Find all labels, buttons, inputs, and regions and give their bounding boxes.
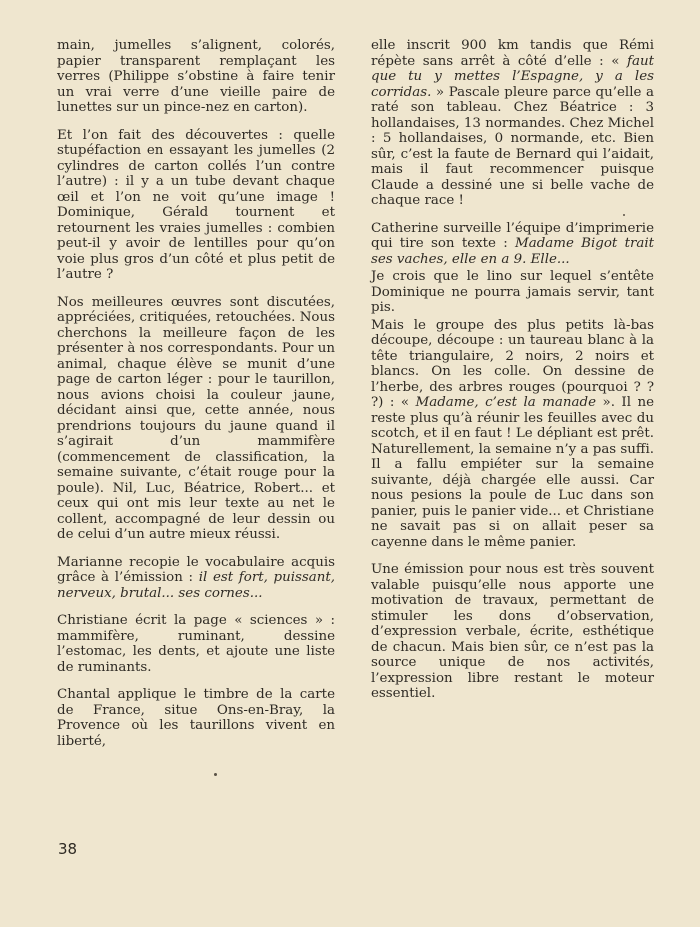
paragraph-text: elle inscrit 900 km tandis que Rémi répète sans arrêt à côté d’elle : «: [371, 38, 654, 69]
left-column: [57, 38, 335, 749]
paragraph-text: » Pascale pleure parce qu’elle a raté son tableau. Chez Béatrice : 3 hollandaises, 13 normandes. Chez Michel : 5 hollandaises, 0 normande, etc. Bien sûr, c’est la faute de Bernard qui l’aidait, mais il faut recommencer puisque Claude a dessiné une si belle vache de chaque race !: [371, 84, 654, 208]
paragraph: Chantal applique le timbre de la carte de France, situe Ons-en-Bray, la Provence où les taurillons vivent en liberté,: [57, 687, 335, 749]
italic-quote: il est fort, puissant, nerveux, brutal... ses cornes...: [57, 570, 335, 601]
paragraph: Et l’on fait des découvertes : quelle stupéfaction en essayant les jumelles (2 cylindres de carton collés l’un contre l’autre) : il y a un tube devant chaque œil et l’on ne voit qu’une image ! Dominique, Gérald tournent et retournent les vraies jumelles : combien peut-il y avoir de lentilles pour qu’on voie plus gros d’un côté et plus petit de l’autre ?: [57, 127, 335, 282]
paragraph: [57, 555, 335, 602]
right-column: [371, 38, 654, 702]
paragraph-text: Mais le groupe des plus petits là-bas découpe, découpe : un taureau blanc à la tête triangulaire, 2 noirs, 2 noirs et blancs. On les colle. On dessine de l’herbe, des arbres rouges (pourquoi ? ? ?) : «: [371, 317, 654, 410]
italic-quote: Madame, c’est la manade: [415, 395, 597, 410]
paragraph: [371, 38, 654, 209]
paragraph-text: Marianne recopie le vocabulaire acquis grâce à l’émission :: [57, 554, 335, 585]
paragraph-text: Catherine surveille l’équipe d’imprimerie qui tire son texte :: [371, 220, 654, 251]
print-speck: [214, 773, 217, 776]
print-speck: [623, 214, 625, 216]
paragraph: Une émission pour nous est très souvent valable puisqu’elle nous apporte une motivation de travaux, permettant de stimuler les dons d’observation, d’expression verbale, écrite, esthétique de chacun. Mais bien sûr, ce n’est pas la source unique de nos activités, l’expression libre restant le moteur essentiel.: [371, 562, 654, 701]
paragraph: Je crois que le lino sur lequel s’entête Dominique ne pourra jamais servir, tant pis.: [371, 269, 654, 315]
italic-quote: faut que tu y mettes l’Espagne, y a les corridas.: [371, 53, 654, 100]
paragraph: main, jumelles s’alignent, colorés, papier transparent remplaçant les verres (Philippe s’obstine à faire tenir un vrai verre d’une vieille paire de lunettes sur un pince-nez en carton).: [57, 38, 335, 115]
paragraph: Nos meilleures œuvres sont discutées, appréciées, critiquées, retouchées. Nous cherchons la meilleure façon de les présenter à nos correspondants. Pour un animal, chaque élève se munit d’une page de carton léger : pour le taurillon, nous avions choisi la couleur jaune, décidant ainsi que, cette année, nous prendrions toujours du jaune quand il s’agirait d’un mammifère (commencement de classification, la semaine suivante, c’était rouge pour la poule). Nil, Luc, Béatrice, Robert... et ceux qui ont mis leur texte au net le collent, accompagné de leur dessin ou de celui d’un autre mieux réussi.: [57, 294, 335, 542]
paragraph-text: ». Il ne reste plus qu’à réunir les feuilles avec du scotch, et il en faut ! Le dépliant est prêt. Naturellement, la semaine n’y a pas suffi. Il a fallu empiéter sur la semaine suivante, déjà chargée elle aussi. Car nous pesions la poule de Luc dans son panier, puis le panier vide... et Christiane ne savait pas si on allait peser sa cayenne dans le même panier.: [371, 395, 654, 550]
paragraph: [371, 221, 654, 268]
paragraph: [371, 318, 654, 551]
page-number: 38: [58, 840, 78, 858]
italic-quote: Madame Bigot trait ses vaches, elle en a 9. Elle...: [371, 236, 655, 267]
paragraph: Christiane écrit la page « sciences » : mammifère, ruminant, dessine l’estomac, les dents, et ajoute une liste de ruminants.: [57, 613, 335, 675]
